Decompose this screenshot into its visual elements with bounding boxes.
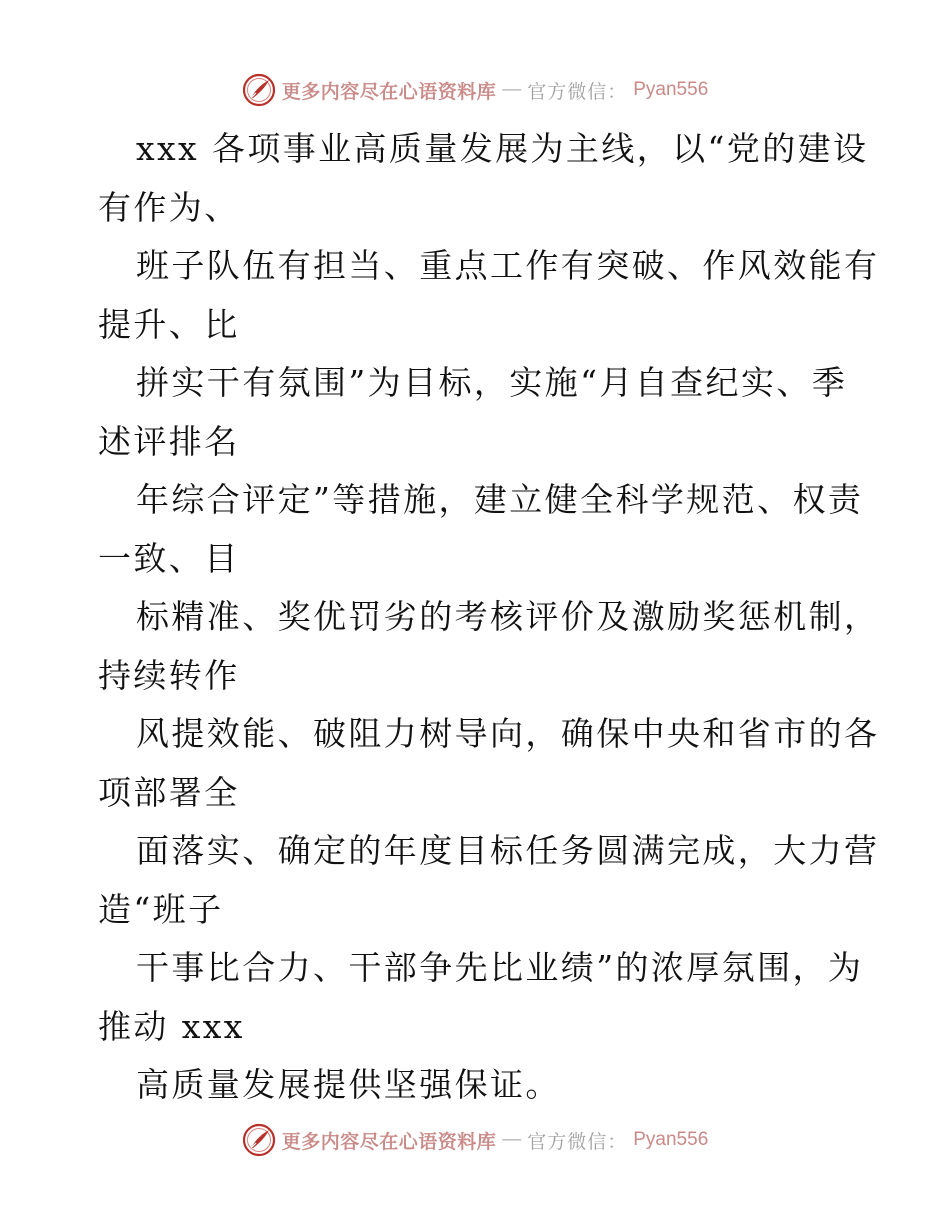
- text-line: 标精准、奖优罚劣的考核评价及激励奖惩机制，: [136, 597, 880, 636]
- watermark-wechat-id: Pyan556: [633, 1129, 709, 1150]
- watermark-wechat-id: Pyan556: [633, 79, 709, 100]
- header-watermark: [0, 70, 950, 110]
- text-line: 述评排名: [98, 421, 240, 461]
- quill-pen-logo-icon: [242, 1123, 276, 1157]
- text-line: 一致、目: [98, 538, 240, 578]
- quill-pen-logo-icon: [242, 73, 276, 107]
- text-line: 风提效能、破阻力树导向，确保中央和省市的各: [136, 714, 880, 753]
- text-line: 面落实、确定的年度目标任务圆满完成，大力营: [136, 831, 880, 870]
- text-line: 干事比合力、干部争先比业绩”的浓厚氛围，为: [136, 948, 864, 987]
- text-line: 年综合评定”等措施，建立健全科学规范、权责: [136, 480, 864, 519]
- watermark-brand-text: 更多内容尽在心语资料库: [281, 1130, 497, 1153]
- text-line: 推动 xxx: [98, 1006, 245, 1046]
- text-line: 项部署全: [98, 772, 240, 812]
- watermark-separator: —: [502, 1129, 522, 1150]
- watermark-separator: —: [502, 79, 522, 100]
- watermark-wechat-label: 官方微信：: [527, 80, 628, 103]
- text-line: 提升、比: [98, 304, 240, 344]
- text-line: 造“班子: [98, 889, 224, 929]
- text-line: xxx 各项事业高质量发展为主线，以“党的建设: [136, 129, 869, 168]
- watermark-wechat-label: 官方微信：: [527, 1130, 628, 1153]
- text-line: 持续转作: [98, 655, 240, 695]
- text-line: 拼实干有氛围”为目标，实施“月自查纪实、季: [136, 363, 848, 402]
- body-text: [98, 120, 880, 1115]
- watermark-brand-text: 更多内容尽在心语资料库: [281, 80, 497, 103]
- text-line: 班子队伍有担当、重点工作有突破、作风效能有: [136, 246, 880, 285]
- text-line: 高质量发展提供坚强保证。: [136, 1065, 561, 1104]
- text-line: 有作为、: [98, 187, 240, 227]
- footer-watermark: [0, 1120, 950, 1160]
